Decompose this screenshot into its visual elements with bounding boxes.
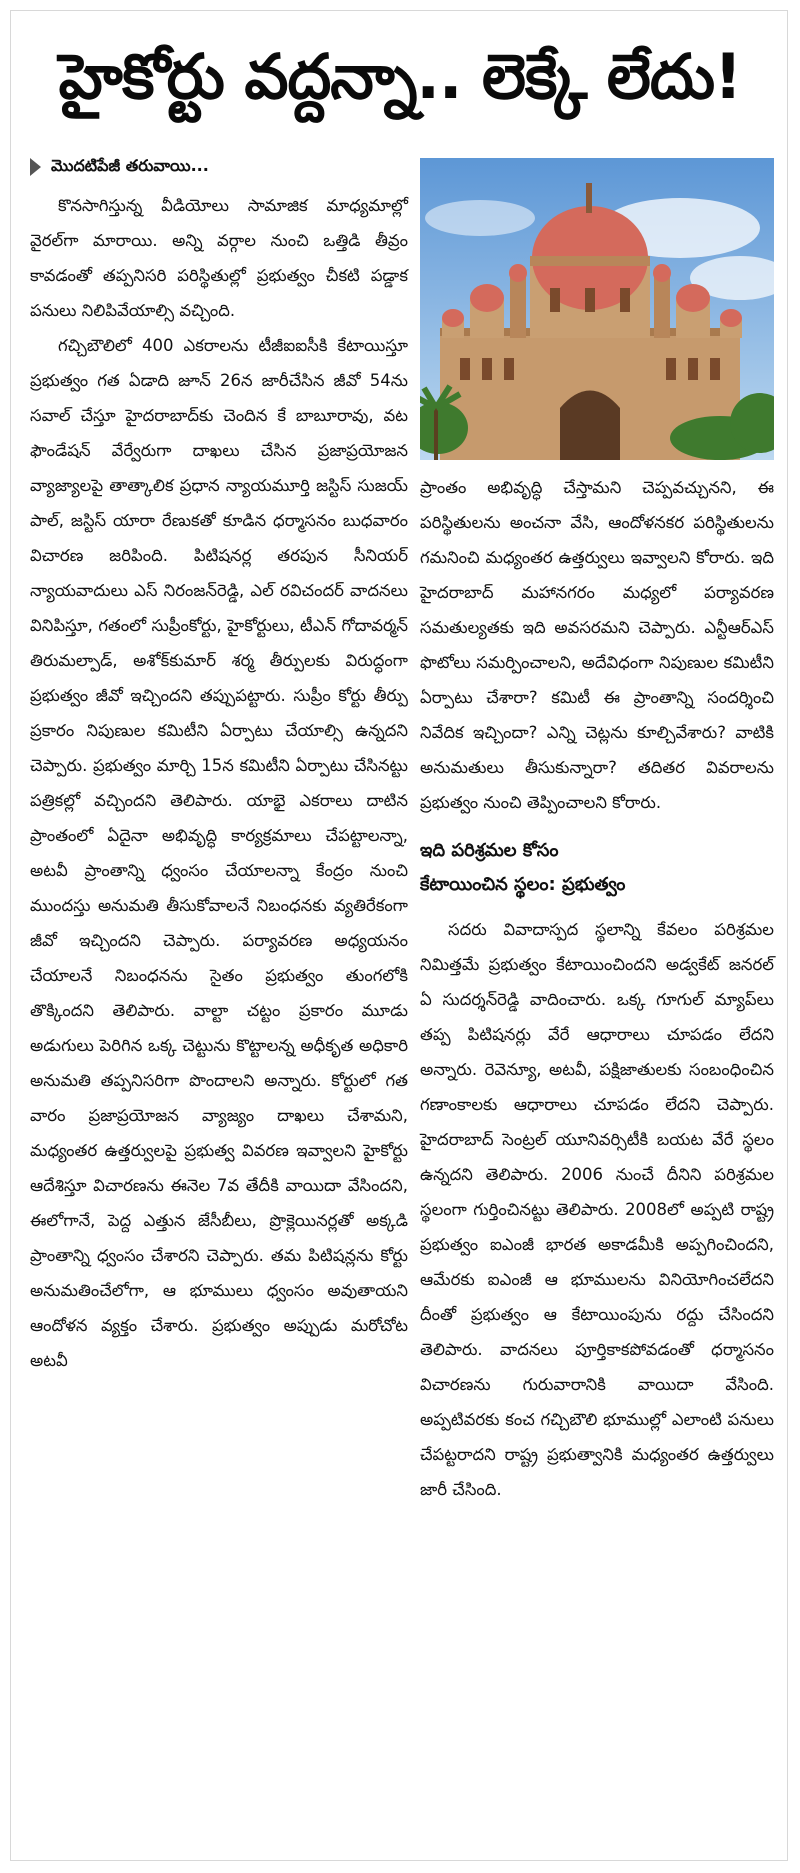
subheading-line: ఇది పరిశ్రమల కోసం xyxy=(420,840,559,861)
subheading xyxy=(420,834,774,902)
high-court-illustration xyxy=(420,158,774,460)
headline: హైకోర్టు వద్దన్నా.. లెక్కే లేదు! xyxy=(58,40,742,113)
paragraph: గచ్చిబౌలిలో 400 ఎకరాలను టీజీఐఐసీకి కేటాయిస్తూ ప్రభుత్వం గత ఏడాది జూన్ 26న జారీచేసిన జీవో 54ను సవాల్ చేస్తూ హైదరాబాద్‌కు చెందిన కే బాబూరావు, వట ఫౌండేషన్ వేర్వేరుగా దాఖలు చేసిన ప్రజాప్రయోజన వ్యాజ్యాలపై తాత్కాలిక ప్రధాన న్యాయమూర్తి జస్టిస్ సుజయ్ పాల్, జస్టిస్ యారా రేణుకతో కూడిన ధర్మాసనం బుధవారం విచారణ జరిపింది. పిటిషనర్ల తరపున సీనియర్ న్యాయవాదులు ఎస్ నిరంజన్‌రెడ్డి, ఎల్ రవిచందర్ వాదనలు వినిపిస్తూ, గతంలో సుప్రీంకోర్టు, హైకోర్టులు, టీఎన్ గోదావర్మన్ తిరుమల్పాడ్, అశోక్‌కుమార్ శర్మ తీర్పులకు విరుద్ధంగా ప్రభుత్వం జీవో ఇచ్చిందని తప్పుపట్టారు. సుప్రీం కోర్టు తీర్పు ప్రకారం నిపుణుల కమిటీని ఏర్పాటు చేయాల్సి ఉన్నదని చెప్పారు. ప్రభుత్వం మార్చి 15న కమిటీని ఏర్పాటు చేసినట్టు పత్రికల్లో వచ్చిందని తెలిపారు. యాభై ఎకరాలు దాటిన ప్రాంతంలో ఏదైనా అభివృద్ధి కార్యక్రమాలు చేపట్టాలన్నా, అటవీ ప్రాంతాన్ని ధ్వంసం చేయాలన్నా కేంద్రం నుంచి ముందస్తు అనుమతి తీసుకోవాలనే నిబంధనకు వ్యతిరేకంగా జీవో ఇచ్చిందని చెప్పారు. పర్యావరణ అధ్యయనం చేయాలనే నిబంధనను సైతం ప్రభుత్వం తుంగలోకి తొక్కిందని తెలిపారు. వాల్టా చట్టం ప్రకారం మూడు అడుగులు పెరిగిన ఒక్క చెట్టును కొట్టాలన్న అధీకృత అధికారి అనుమతి తప్పనిసరిగా పొందాలని అన్నారు. కోర్టులో గత వారం ప్రజాప్రయోజన వ్యాజ్యం దాఖలు చేశామని, మధ్యంతర ఉత్తర్వులపై ప్రభుత్వ వివరణ ఇవ్వాలని హైకోర్టు ఆదేశిస్తూ విచారణను ఈనెల 7వ తేదీకి వాయిదా వేసిందని, ఈలోగానే, పెద్ద ఎత్తున జేసీబీలు, ప్రొక్లెయినర్లతో అక్కడి ప్రాంతాన్ని ధ్వంసం చేశారని చెప్పారు. తమ పిటిషన్లను కోర్టు అనుమతించేలోగా, ఆ భూములు ధ్వంసం అవుతాయని ఆందోళన వ్యక్తం చేశారు. ప్రభుత్వం అప్పుడు మరోచోట అటవీ xyxy=(30,336,408,1370)
paragraph: సదరు వివాదాస్పద స్థలాన్ని కేవలం పరిశ్రమల నిమిత్తమే ప్రభుత్వం కేటాయించిందని అడ్వకేట్ జనరల్ ఏ సుదర్శన్‌రెడ్డి వాదించారు. ఒక్క గూగుల్ మ్యాప్‌లు తప్ప పిటిషనర్లు వేరే ఆధారాలు చూపడం లేదని అన్నారు. రెవెన్యూ, అటవీ, పక్షిజాతులకు సంబంధించిన గణాంకాలకు ఆధారాలు చూపడం లేదని చెప్పారు. హైదరాబాద్ సెంట్రల్ యూనివర్సిటీకి బయట వేరే స్థలం ఉన్నదని తెలిపారు. 2006 నుంచే దీనిని పరిశ్రమల స్థలంగా గుర్తించినట్టు తెలిపారు. 2008లో అప్పటి రాష్ట్ర ప్రభుత్వం ఐఎంజీ భారత అకాడమీకి అప్పగించిందని, ఆమేరకు ఐఎంజీ ఆ భూములను వినియోగించలేదని దీంతో ప్రభుత్వం ఆ కేటాయింపును రద్దు చేసిందని తెలిపారు. వాదనలు పూర్తికాకపోవడంతో ధర్మాసనం విచారణను గురువారానికి వాయిదా వేసింది. అప్పటివరకు కంచ గచ్చిబౌలి భూముల్లో ఎలాంటి పనులు చేపట్టరాదని రాష్ట్ర ప్రభుత్వానికి మధ్యంతర ఉత్తర్వులు జారీ చేసింది. xyxy=(420,920,774,1499)
central-arch xyxy=(560,391,620,461)
paragraph: ప్రాంతం అభివృద్ధి చేస్తామని చెప్పవచ్చునని, ఈ పరిస్థితులను అంచనా వేసి, ఆందోళనకర పరిస్థితులను గమనించి మధ్యంతర ఉత్తర్వులు ఇవ్వాలని కోరారు. ఇది హైదరాబాద్ మహానగరం మధ్యలో పర్యావరణ సమతుల్యతకు ఇది అవసరమని చెప్పారు. ఎన్టీఆర్‌ఎస్ ఫొటోలు సమర్పించాలని, అదేవిధంగా నిపుణుల కమిటీని ఏర్పాటు చేశారా? కమిటీ ఈ ప్రాంతాన్ని సందర్శించి నివేదిక ఇచ్చిందా? ఎన్ని చెట్లను కూల్చివేశారు? వాటికి అనుమతులు తీసుకున్నారా? తదితర వివరాలను ప్రభుత్వం నుంచి తెప్పించాలని కోరారు. xyxy=(420,478,774,812)
chevron-right-icon xyxy=(30,158,41,176)
continuation-label: మొదటిపేజీ తరువాయి... xyxy=(51,155,209,175)
subheading-line: కేటాయించిన స్థలం: ప్రభుత్వం xyxy=(420,874,626,895)
right-column xyxy=(420,470,774,1507)
continuation-marker xyxy=(30,152,408,182)
paragraph: కొనసాగిస్తున్న వీడియోలు సామాజిక మాధ్యమాల్లో వైరల్‌గా మారాయి. అన్ని వర్గాల నుంచి ఒత్తిడి తీవ్రం కావడంతో తప్పనిసరి పరిస్థితుల్లో ప్రభుత్వం చీకటి పడ్డాక పనులు నిలిపివేయాల్సి వచ్చింది. xyxy=(30,196,408,320)
left-column xyxy=(30,152,408,1378)
high-court-photo xyxy=(420,158,774,460)
